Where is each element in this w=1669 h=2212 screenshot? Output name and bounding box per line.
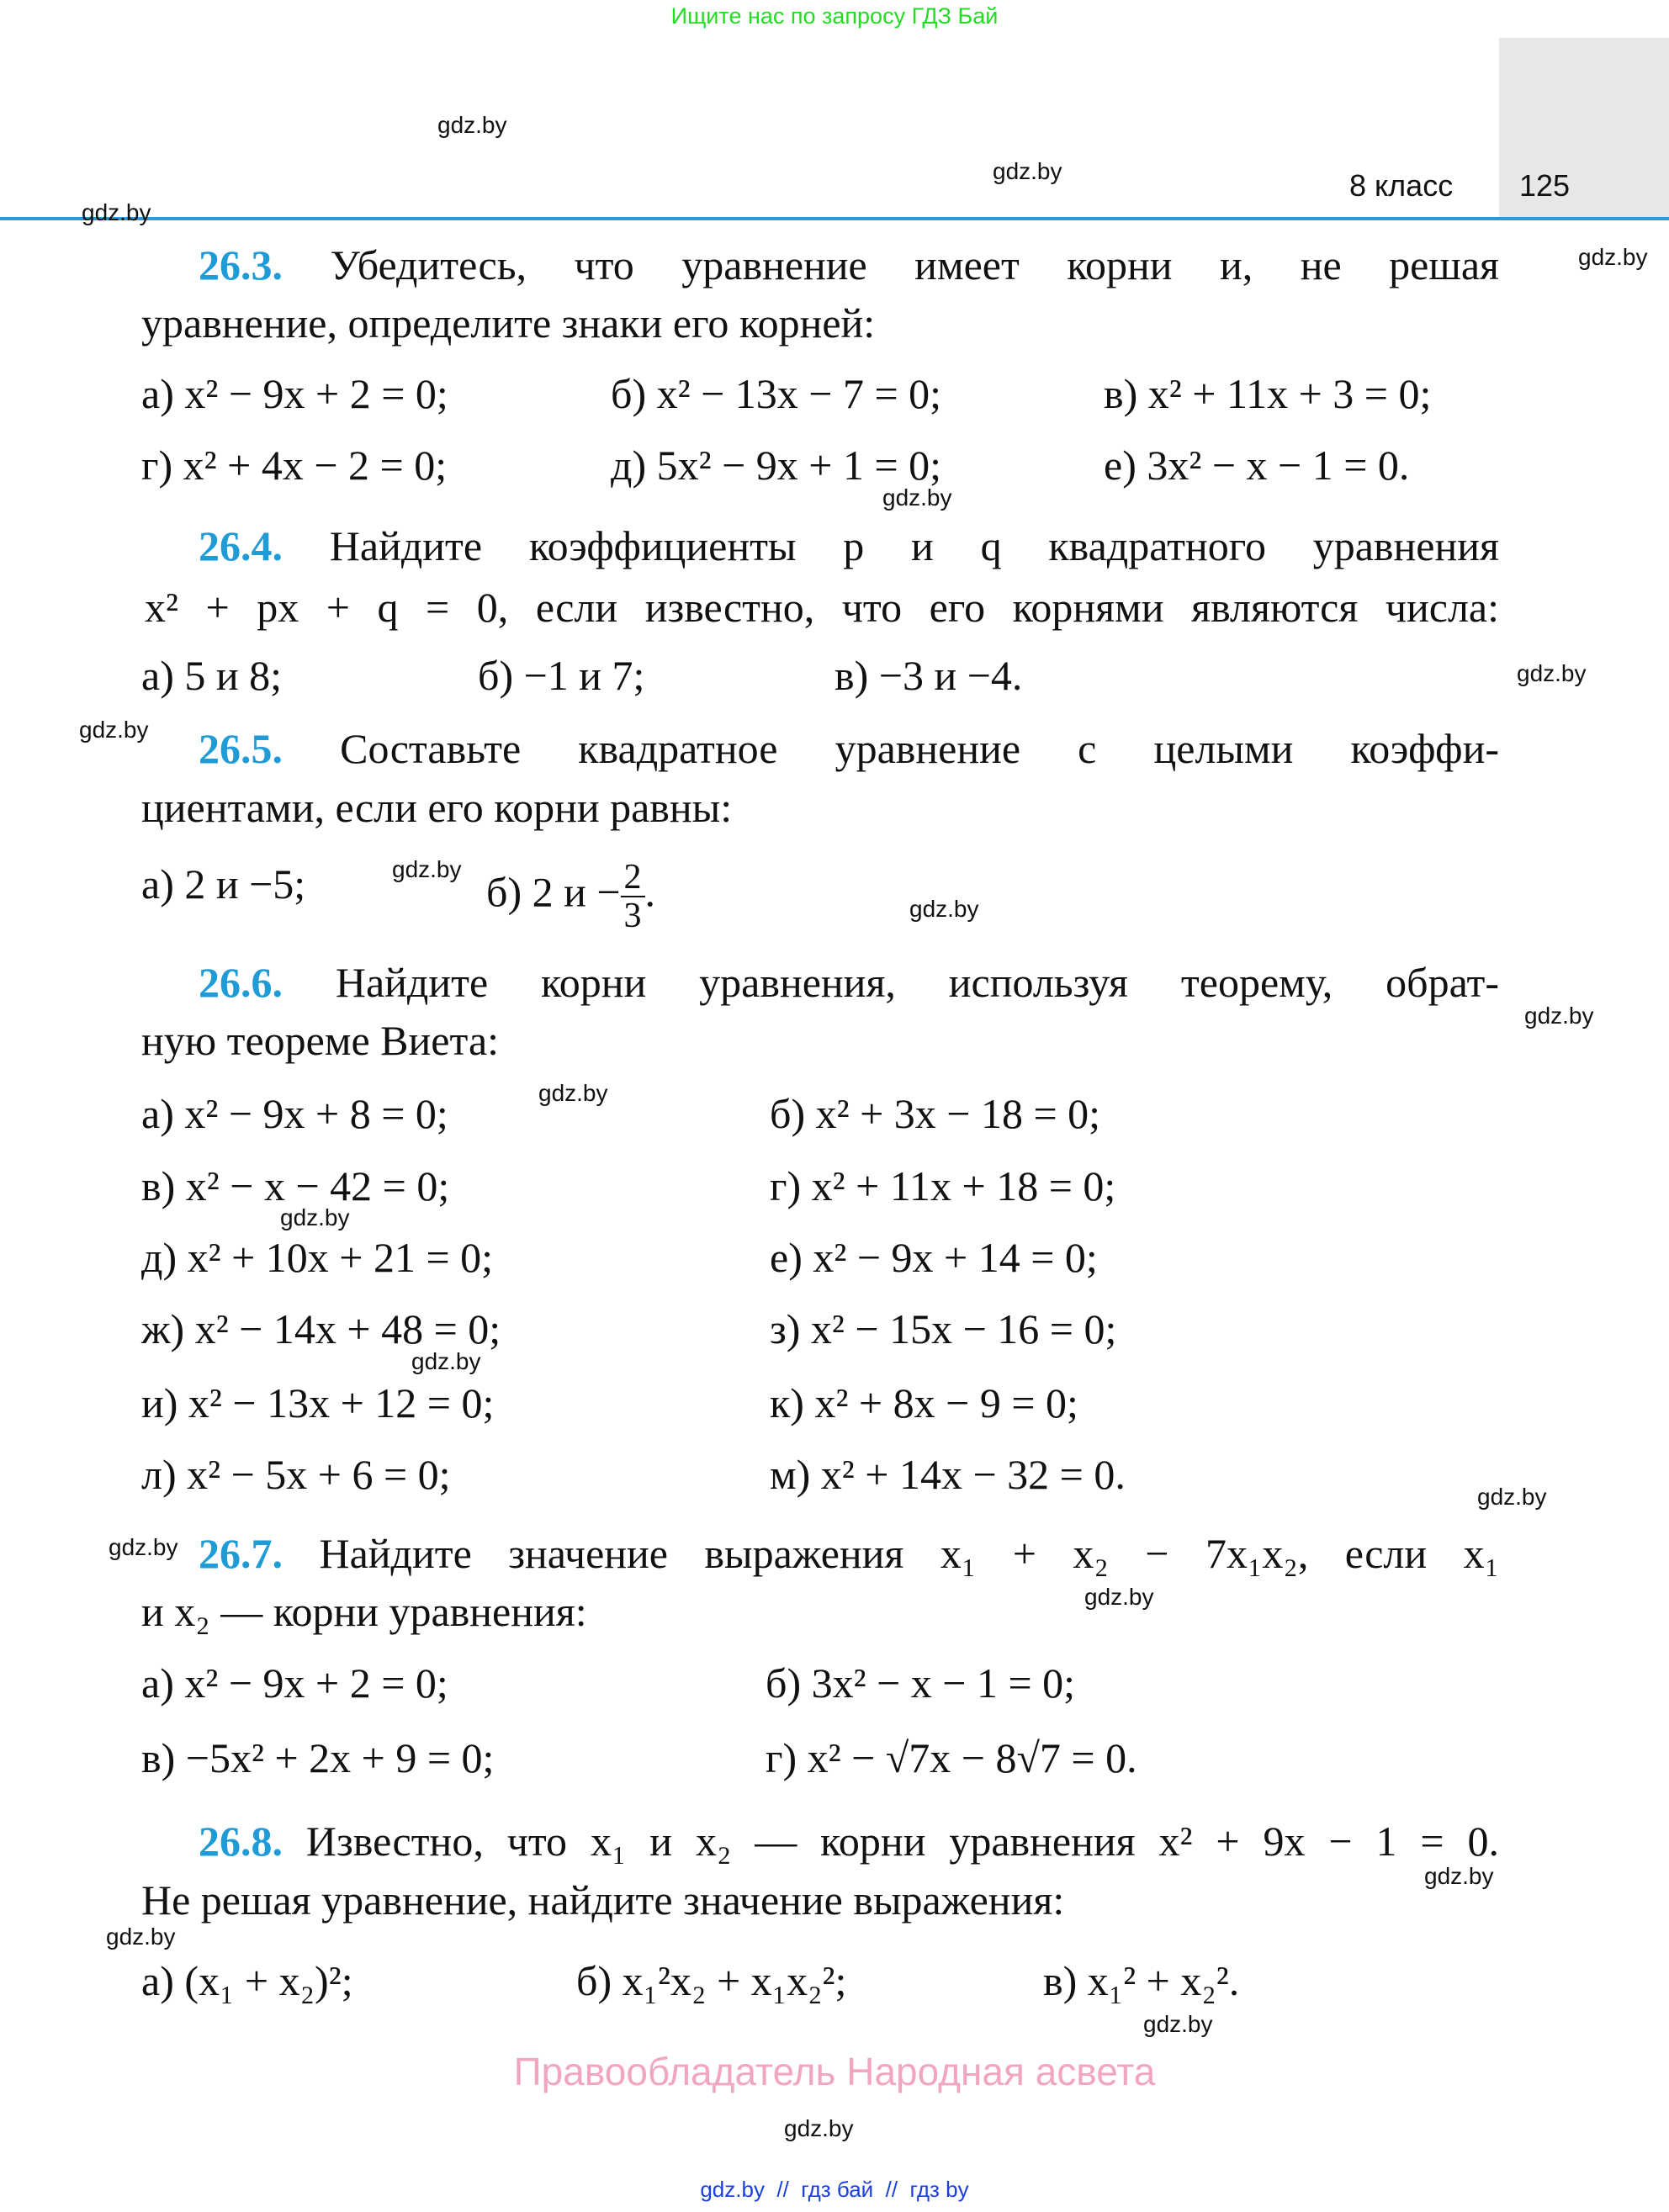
task-item: д) 5x² − 9x + 1 = 0;	[611, 442, 942, 489]
task-item-fraction	[486, 859, 655, 934]
watermark: gdz.by	[784, 2115, 854, 2141]
task-item: м) x² + 14x − 32 = 0.	[770, 1451, 1126, 1498]
task-item: в) x² + 11x + 3 = 0;	[1104, 370, 1432, 417]
task-item: г) x² + 11x + 18 = 0;	[770, 1162, 1116, 1209]
exercise-26-4-line1	[199, 521, 1499, 571]
exercise-26-7-line1	[199, 1528, 1499, 1579]
task-item: б) x² + 3x − 18 = 0;	[770, 1090, 1101, 1137]
watermark: gdz.by	[909, 896, 979, 922]
copyright-notice: Правообладатель Народная асвета	[513, 2050, 1156, 2093]
task-item: а) (x₁ + x₂)²;	[141, 1957, 353, 2004]
exercise-number: 26.8.	[199, 1818, 283, 1865]
footer-links[interactable]: gdz.by // гдз бай // гдз by	[700, 2177, 969, 2202]
exercise-number: 26.7.	[199, 1530, 283, 1577]
task-item: б) x² − 13x − 7 = 0;	[611, 370, 942, 417]
task-item: а) x² − 9x + 2 = 0;	[141, 370, 448, 417]
exercise-26-3-line2: уравнение, определите знаки его корней:	[141, 299, 876, 347]
task-item-label: б) 2 и −	[486, 868, 621, 916]
task-item: е) x² − 9x + 14 = 0;	[770, 1234, 1098, 1281]
task-item: г) x² + 4x − 2 = 0;	[141, 442, 448, 489]
task-item: а) x² − 9x + 2 = 0;	[141, 1659, 448, 1707]
exercise-text: Убедитесь, что уравнение имеет корни и, не решая	[330, 241, 1499, 288]
watermark: gdz.by	[882, 484, 952, 511]
period: .	[644, 868, 656, 916]
top-banner: Ищите нас по запросу ГДЗ Бай	[670, 3, 999, 29]
task-item: ж) x² − 14x + 48 = 0;	[141, 1305, 501, 1352]
exercise-26-8-line2: Не решая уравнение, найдите значение выражения:	[141, 1876, 1065, 1924]
exercise-26-6-line1	[199, 957, 1499, 1008]
exercise-text: Найдите корни уравнения, используя теорему, обрат-	[335, 959, 1499, 1006]
watermark: gdz.by	[1477, 1484, 1547, 1510]
task-item: в) x² − x − 42 = 0;	[141, 1162, 450, 1209]
fraction	[621, 859, 645, 934]
watermark: gdz.by	[82, 199, 151, 225]
task-item: б) 3x² − x − 1 = 0;	[766, 1659, 1076, 1707]
watermark: gdz.by	[1424, 1863, 1494, 1889]
watermark: gdz.by	[106, 1924, 176, 1950]
task-item: а) 5 и 8;	[141, 652, 282, 699]
numerator: 2	[621, 859, 645, 897]
task-item: а) 2 и −5;	[141, 860, 306, 908]
exercise-26-4-line2: x² + px + q = 0, если известно, что его корнями являются числа:	[145, 584, 1499, 631]
exercise-26-5-line1	[199, 723, 1499, 774]
watermark: gdz.by	[1143, 2011, 1213, 2037]
task-item: и) x² − 13x + 12 = 0;	[141, 1379, 495, 1426]
watermark: gdz.by	[392, 856, 462, 882]
exercise-text: Найдите значение выражения x₁ + x₂ − 7x₁x₂, если x₁	[319, 1530, 1499, 1577]
task-item: з) x² − 15x − 16 = 0;	[770, 1305, 1117, 1352]
exercise-number: 26.4.	[199, 522, 283, 569]
grade-label: 8 класс	[1349, 168, 1454, 203]
exercise-text: Найдите коэффициенты p и q квадратного уравнения	[329, 522, 1499, 569]
watermark: gdz.by	[109, 1534, 178, 1560]
watermark: gdz.by	[79, 717, 149, 743]
task-item: в) x₁² + x₂².	[1043, 1957, 1240, 2004]
watermark: gdz.by	[437, 112, 507, 138]
exercise-text: Известно, что x₁ и x₂ — корни уравнения x² + 9x − 1 = 0.	[305, 1818, 1499, 1865]
task-item: г) x² − √7x − 8√7 = 0.	[766, 1734, 1137, 1781]
exercise-text: Составьте квадратное уравнение с целыми коэффи-	[340, 725, 1499, 772]
watermark: gdz.by	[1524, 1003, 1594, 1029]
exercise-26-3-line1	[199, 240, 1499, 290]
task-item: а) x² − 9x + 8 = 0;	[141, 1090, 448, 1137]
task-item: л) x² − 5x + 6 = 0;	[141, 1451, 451, 1498]
watermark: gdz.by	[993, 158, 1062, 184]
watermark: gdz.by	[411, 1348, 481, 1374]
exercise-26-5-line2: циентами, если его корни равны:	[141, 784, 733, 831]
watermark: gdz.by	[1578, 244, 1648, 270]
exercise-number: 26.3.	[199, 241, 283, 288]
watermark: gdz.by	[1517, 660, 1587, 686]
exercise-number: 26.5.	[199, 725, 283, 772]
header-rule	[0, 217, 1669, 220]
task-item: б) −1 и 7;	[478, 652, 645, 699]
task-item: б) x₁²x₂ + x₁x₂²;	[576, 1957, 847, 2004]
watermark: gdz.by	[1084, 1584, 1154, 1610]
watermark: gdz.by	[538, 1080, 608, 1106]
task-item: в) −3 и −4.	[834, 652, 1023, 699]
exercise-26-7-line2: и x₂ — корни уравнения:	[141, 1588, 587, 1635]
exercise-26-6-line2: ную теореме Виета:	[141, 1017, 500, 1064]
page-number: 125	[1519, 168, 1571, 203]
exercise-number: 26.6.	[199, 959, 283, 1006]
denominator: 3	[623, 897, 642, 935]
task-item: д) x² + 10x + 21 = 0;	[141, 1234, 494, 1281]
task-item: к) x² + 8x − 9 = 0;	[770, 1379, 1078, 1426]
task-item: е) 3x² − x − 1 = 0.	[1104, 442, 1410, 489]
exercise-26-8-line1	[199, 1816, 1499, 1866]
watermark: gdz.by	[280, 1204, 350, 1230]
task-item: в) −5x² + 2x + 9 = 0;	[141, 1734, 495, 1781]
